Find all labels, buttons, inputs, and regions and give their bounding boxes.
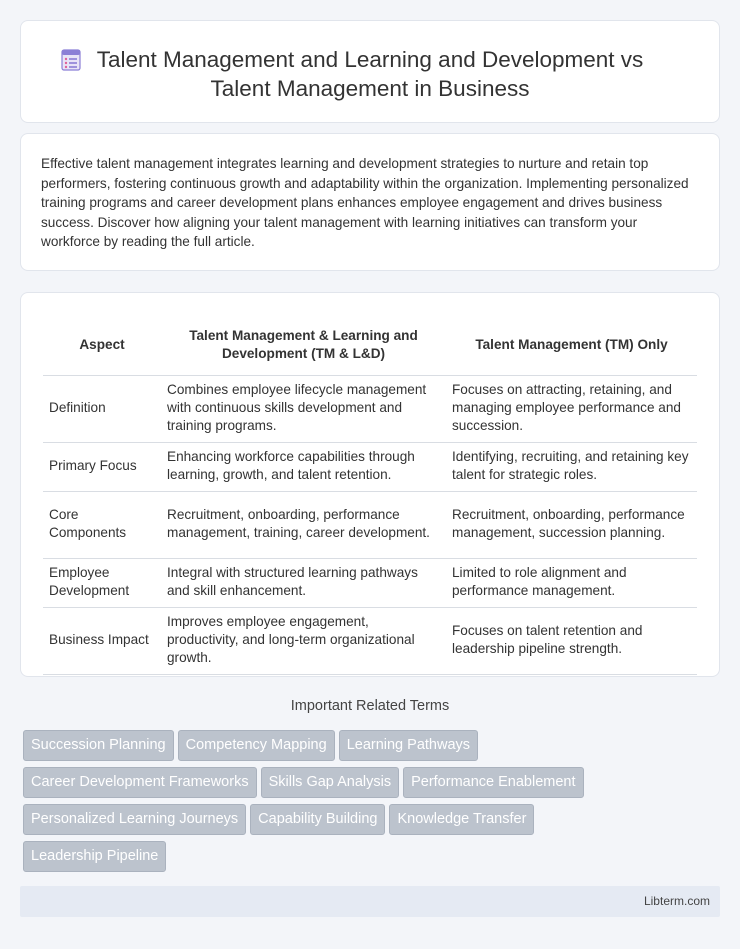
tag-competency-mapping[interactable]: Competency Mapping bbox=[178, 730, 335, 761]
row-aspect: Business Impact bbox=[43, 607, 161, 674]
row-tm-only: Recruitment, onboarding, performance management, succession planning. bbox=[446, 491, 697, 558]
row-tm-only: Limited to role alignment and performance management. bbox=[446, 558, 697, 607]
row-tm-ld: Combines employee lifecycle management with continuous skills development and training programs. bbox=[161, 375, 446, 442]
intro-card bbox=[20, 133, 720, 271]
footer bbox=[20, 886, 720, 917]
intro-paragraph: Effective talent management integrates learning and development strategies to nurture and retain top performers, fostering continuous growth and adaptability within the organization. Implementing personalized training programs and career development plans enhances employee engagement and drives business success. Discover how aligning your talent management with learning initiatives can transform your workforce by reading the full article. bbox=[41, 156, 689, 249]
row-tm-ld: Improves employee engagement, productivity, and long-term organizational growth. bbox=[161, 607, 446, 674]
column-header-aspect: Aspect bbox=[43, 313, 161, 375]
footer-site-link[interactable]: Libterm.com bbox=[643, 894, 710, 908]
row-tm-ld: Recruitment, onboarding, performance management, training, career development. bbox=[161, 491, 446, 558]
comparison-table bbox=[43, 313, 697, 675]
page-title-line2: Talent Management in Business bbox=[210, 76, 530, 101]
row-aspect: Core Components bbox=[43, 491, 161, 558]
row-tm-ld: Enhancing workforce capabilities through learning, growth, and talent retention. bbox=[161, 442, 446, 491]
related-terms-list bbox=[23, 730, 703, 878]
tag-knowledge-transfer[interactable]: Knowledge Transfer bbox=[389, 804, 534, 835]
tag-capability-building[interactable]: Capability Building bbox=[250, 804, 385, 835]
table-row bbox=[43, 607, 697, 674]
tag-leadership-pipeline[interactable]: Leadership Pipeline bbox=[23, 841, 166, 872]
table-row bbox=[43, 558, 697, 607]
row-aspect: Employee Development bbox=[43, 558, 161, 607]
row-tm-ld: Integral with structured learning pathways and skill enhancement. bbox=[161, 558, 446, 607]
tag-career-development-frameworks[interactable]: Career Development Frameworks bbox=[23, 767, 257, 798]
page-title bbox=[21, 45, 719, 103]
column-header-tm-ld: Talent Management & Learning and Development (TM & L&D) bbox=[161, 313, 446, 375]
row-tm-only: Focuses on attracting, retaining, and managing employee performance and succession. bbox=[446, 375, 697, 442]
table-row bbox=[43, 491, 697, 558]
row-tm-only: Identifying, recruiting, and retaining key talent for strategic roles. bbox=[446, 442, 697, 491]
tag-succession-planning[interactable]: Succession Planning bbox=[23, 730, 174, 761]
column-header-tm-only: Talent Management (TM) Only bbox=[446, 313, 697, 375]
row-tm-only: Focuses on talent retention and leadership pipeline strength. bbox=[446, 607, 697, 674]
table-header-row bbox=[43, 313, 697, 375]
related-terms-heading: Important Related Terms bbox=[290, 698, 450, 714]
page-title-line1: Talent Management and Learning and Development vs bbox=[96, 47, 644, 72]
comparison-card bbox=[20, 292, 720, 677]
tag-personalized-learning-journeys[interactable]: Personalized Learning Journeys bbox=[23, 804, 246, 835]
tag-learning-pathways[interactable]: Learning Pathways bbox=[339, 730, 478, 761]
row-aspect: Primary Focus bbox=[43, 442, 161, 491]
title-card bbox=[20, 20, 720, 123]
table-row bbox=[43, 442, 697, 491]
tag-skills-gap-analysis[interactable]: Skills Gap Analysis bbox=[261, 767, 400, 798]
table-row bbox=[43, 375, 697, 442]
row-aspect: Definition bbox=[43, 375, 161, 442]
tag-performance-enablement[interactable]: Performance Enablement bbox=[403, 767, 583, 798]
